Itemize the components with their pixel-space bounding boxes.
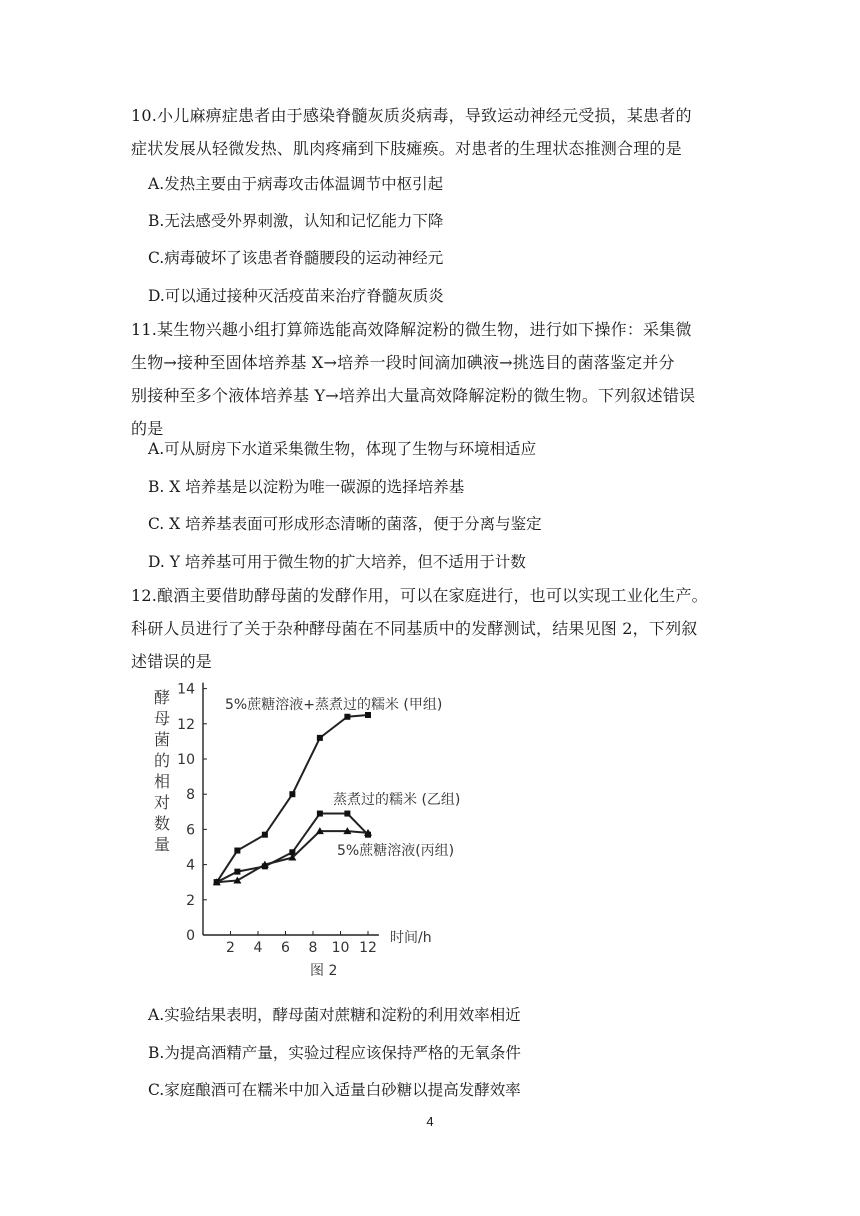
y-tick-label: 6 xyxy=(186,822,195,839)
y-tick-label: 2 xyxy=(186,892,195,909)
data-point-square xyxy=(289,791,295,797)
question-11-stem xyxy=(131,313,731,445)
y-tick-label: 8 xyxy=(186,787,195,804)
y-tick-label: 14 xyxy=(177,681,195,698)
y-axis-label-char: 量 xyxy=(153,835,171,854)
question-12-option-c: C.家庭酿酒可在糯米中加入适量白砂糖以提高发酵效率 xyxy=(148,1081,521,1099)
x-tick-label: 8 xyxy=(308,940,318,956)
y-tick-label: 4 xyxy=(186,857,195,874)
question-10-option-c: C.病毒破坏了该患者脊髓腰段的运动神经元 xyxy=(148,249,444,267)
y-axis-label-char: 菌 xyxy=(153,730,171,749)
y-tick-label: 0 xyxy=(186,928,195,944)
series-label: 5%蔗糖溶液(丙组) xyxy=(337,843,455,859)
x-tick-label: 6 xyxy=(281,940,290,956)
x-tick-label: 2 xyxy=(226,940,235,956)
question-10-line-2: 症状发展从轻微发热、肌肉疼痛到下肢瘫痪。对患者的生理状态推测合理的是 xyxy=(131,139,682,158)
y-axis-label-char: 数 xyxy=(153,814,171,833)
y-axis-label-char: 母 xyxy=(153,709,171,728)
y-tick-label: 10 xyxy=(177,752,195,768)
question-10-option-b: B.无法感受外界刺激，认知和记忆能力下降 xyxy=(148,212,444,230)
y-axis-label-char: 的 xyxy=(153,751,171,770)
series-label: 蒸煮过的糯米 (乙组) xyxy=(333,792,461,808)
data-point-square xyxy=(344,811,350,817)
data-point-square xyxy=(234,869,240,875)
data-point-square xyxy=(262,832,268,838)
data-point-square xyxy=(317,735,323,741)
question-11-option-d: D. Y 培养基可用于微生物的扩大培养，但不适用于计数 xyxy=(148,553,526,571)
y-axis-label-char: 酵 xyxy=(153,688,171,707)
question-12-option-a: A.实验结果表明，酵母菌对蔗糖和淀粉的利用效率相近 xyxy=(148,1006,521,1024)
question-12-line-2: 科研人员进行了关于杂种酵母菌在不同基质中的发酵测试，结果见图 2，下列叙 xyxy=(131,619,698,638)
y-axis-label-char: 相 xyxy=(153,772,171,791)
data-point-square xyxy=(317,811,323,817)
data-point-square xyxy=(234,848,240,854)
x-tick-label: 10 xyxy=(331,940,350,956)
data-point-square xyxy=(344,714,350,720)
question-10-line-1: 10.小儿麻痹症患者由于感染脊髓灰质炎病毒，导致运动神经元受损，某患者的 xyxy=(131,106,692,125)
y-axis-label xyxy=(154,688,170,854)
yeast-growth-chart xyxy=(150,675,510,985)
question-11-line-4: 的是 xyxy=(131,419,164,438)
question-10-stem xyxy=(131,99,731,165)
x-axis-label: 时间/h xyxy=(390,930,432,946)
page-number: 4 xyxy=(426,1114,434,1129)
question-12-stem xyxy=(131,579,731,678)
y-axis-label-char: 对 xyxy=(153,793,171,812)
question-11-option-b: B. X 培养基是以淀粉为唯一碳源的选择培养基 xyxy=(148,478,465,496)
question-11-option-c: C. X 培养基表面可形成形态清晰的菌落，便于分离与鉴定 xyxy=(148,515,542,533)
figure-caption: 图 2 xyxy=(310,963,338,979)
question-12-line-1: 12.酿酒主要借助酵母菌的发酵作用，可以在家庭进行，也可以实现工业化生产。 xyxy=(131,586,708,605)
chart-ticks xyxy=(177,682,377,956)
question-11-option-a: A.可从厨房下水道采集微生物，体现了生物与环境相适应 xyxy=(148,440,537,458)
question-10-option-d: D.可以通过接种灭活疫苗来治疗脊髓灰质炎 xyxy=(148,287,444,305)
x-tick-label: 4 xyxy=(253,940,263,956)
question-11-line-3: 别接种至多个液体培养基 Y→培养出大量高效降解淀粉的微生物。下列叙述错误 xyxy=(131,386,696,405)
question-12-line-3: 述错误的是 xyxy=(131,652,213,671)
question-12-option-b: B.为提高酒精产量，实验过程应该保持严格的无氧条件 xyxy=(148,1044,521,1062)
x-tick-label: 12 xyxy=(359,940,377,956)
question-11-line-1: 11.某生物兴趣小组打算筛选能高效降解淀粉的微生物，进行如下操作：采集微 xyxy=(131,320,692,339)
question-11-line-2: 生物→接种至固体培养基 X→培养一段时间滴加碘液→挑选目的菌落鉴定并分 xyxy=(131,353,675,372)
y-tick-label: 12 xyxy=(177,716,195,733)
question-10-option-a: A.发热主要由于病毒攻击体温调节中枢引起 xyxy=(148,175,444,193)
series-label: 5%蔗糖溶液+蒸煮过的糯米 (甲组) xyxy=(225,697,443,713)
chart-axes xyxy=(203,683,379,935)
